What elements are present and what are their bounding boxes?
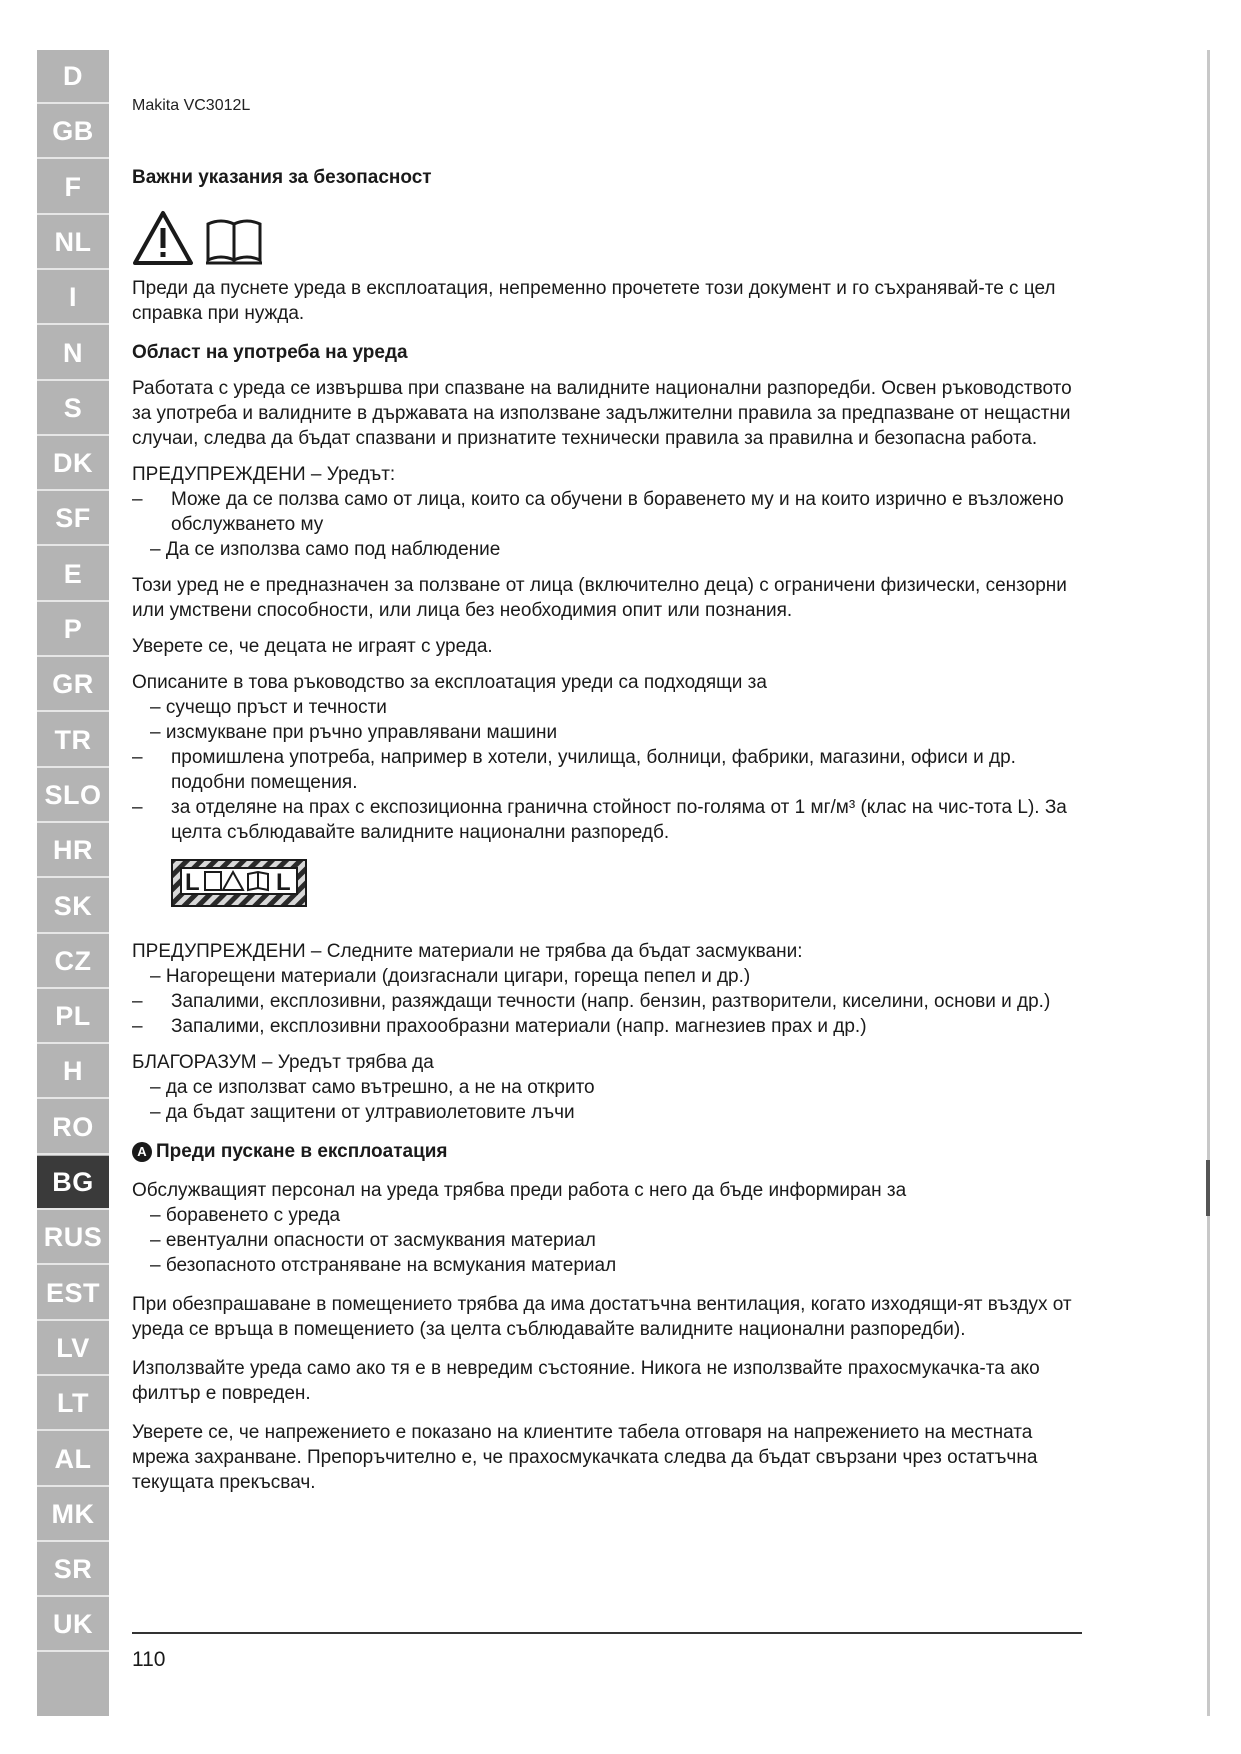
warning-item: – Да се използва само под наблюдение [150,539,501,560]
language-tab-gr[interactable]: GR [37,658,109,712]
section-a-badge: A [132,1142,152,1162]
language-tab-bar [37,50,109,1716]
language-tab-rus[interactable]: RUS [37,1211,109,1265]
language-tab-nl[interactable]: NL [37,216,109,270]
language-tab-gb[interactable]: GB [37,105,109,159]
warning-heading: ПРЕДУПРЕЖДЕНИ – Уредът: [132,464,396,485]
header-model: Makita VC3012L [132,97,251,114]
dust-class-l-badge [171,859,307,907]
language-tab-h[interactable]: H [37,1045,109,1099]
condition-paragraph: Използвайте уреда само ако тя е в невредим състояние. Никога не използвайте прахосмукачка-та ако филтър е повреден. [132,1358,1040,1404]
warning-item: – Запалими, експлозивни, разяждащи течности (напр. бензин, разтворители, киселини, основи и др.) [132,989,1082,1014]
startup-heading-text: Преди пускане в експлоатация [156,1141,448,1162]
language-tab-ro[interactable]: RO [37,1101,109,1155]
language-tab-al[interactable]: AL [37,1433,109,1487]
page-number: 110 [132,1648,166,1671]
right-margin-marker [1206,1160,1210,1216]
language-tab-mk[interactable]: MK [37,1488,109,1542]
language-tab-hr[interactable]: HR [37,824,109,878]
language-tab-dk[interactable]: DK [37,437,109,491]
uses-item: – изсмукване при ръчно управлявани машини [150,722,558,743]
voltage-paragraph: Уверете се, че напрежението е показано на клиентите табела отговаря на напрежението на местната мрежа захранване. Препоръчително е, че прахосмукачката следва да бъдат свързани чрез остатъчна текущата прекъсвач. [132,1422,1038,1493]
ventilation-paragraph: При обезпрашаване в помещението трябва да има достатъчна вентилация, когато изходящи-ят въздух от уреда се връща в помещението (за целта съблюдавайте валидните национални разпоредби). [132,1294,1072,1340]
manual-book-icon [204,216,264,266]
startup-heading [132,1139,1082,1164]
language-tab-s[interactable]: S [37,382,109,436]
warning-heading: ПРЕДУПРЕЖДЕНИ – Следните материали не трябва да бъдат засмуквани: [132,941,803,962]
language-tab-lv[interactable]: LV [37,1322,109,1376]
prudence-heading: БЛАГОРАЗУМ – Уредът трябва да [132,1052,434,1073]
safety-intro: Преди да пуснете уреда в експлоатация, непременно прочетете този документ и го съхранявай-те с цел справка при нужда. [132,278,1056,324]
language-tab-sk[interactable]: SK [37,880,109,934]
language-tab-d[interactable]: D [37,50,109,104]
uses-item: – за отделяне на прах с експозиционна гранична стойност по-голяма от 1 мг/м³ (клас на чис-тота L). За целта съблюдавайте валидните национални разпоредб. [132,795,1082,845]
language-tab-cz[interactable]: CZ [37,935,109,989]
scope-heading: Област на употреба на уреда [132,342,408,363]
language-tab-pl[interactable]: PL [37,990,109,1044]
language-tab-e[interactable]: E [37,548,109,602]
staff-item: – безопасното отстраняване на всмукания материал [150,1255,617,1276]
language-tab-f[interactable]: F [37,161,109,215]
language-tab-lt[interactable]: LT [37,1377,109,1431]
uses-heading: Описаните в това ръководство за експлоатация уреди са подходящи за [132,672,767,693]
prudence-item: – да се използват само вътрешно, а не на открито [150,1077,595,1098]
language-tab-i[interactable]: I [37,271,109,325]
language-tab-sr[interactable]: SR [37,1543,109,1597]
safety-heading: Важни указания за безопасност [132,167,432,188]
children-paragraph: Уверете се, че децата не играят с уреда. [132,636,493,657]
warning-item: – Нагорещени материали (доизгаснали цигари, гореща пепел и др.) [150,966,751,987]
uses-item: – промишлена употреба, например в хотели, училища, болници, фабрики, магазини, офиси и др. подобни помещения. [132,745,1082,795]
language-tab-n[interactable]: N [37,327,109,381]
scope-paragraph: Работата с уреда се извършва при спазване на валидните национални разпоредби. Освен ръководството за употреба и валидните в държавата на използване задължителни правила за предпазване от нещастни случаи, следва да бъдат спазвани и признатите технически правила за правилна и безопасна работа. [132,378,1072,449]
language-tab-bg[interactable]: BG [37,1156,109,1210]
badge-left-letter: L [185,869,200,896]
restriction-paragraph: Този уред не е предназначен за ползване от лица (включително деца) с ограничени физически, сензорни или умствени способности, или лица без необходимия опит или познания. [132,575,1067,621]
footer-divider [132,1632,1082,1634]
warning-triangle-icon [132,210,194,266]
staff-item: – боравенето с уреда [150,1205,341,1226]
badge-right-letter: L [276,869,291,896]
warning-item: – Може да се ползва само от лица, които са обучени в боравенето му и на които изрично е възложено обслужването му [132,487,1082,537]
uses-item: – сучещо пръст и течности [150,697,387,718]
safety-icons [132,208,1082,266]
language-tab-sf[interactable]: SF [37,492,109,546]
language-tab-p[interactable]: P [37,603,109,657]
staff-heading: Обслужващият персонал на уреда трябва преди работа с него да бъде информиран за [132,1180,907,1201]
main-content [132,165,1082,1495]
language-tab-est[interactable]: EST [37,1267,109,1321]
prudence-item: – да бъдат защитени от ултравиолетовите лъчи [150,1102,575,1123]
language-tab-uk[interactable]: UK [37,1598,109,1652]
right-margin-rule [1207,50,1210,1716]
warning-item: – Запалими, експлозивни прахообразни материали (напр. магнезиев прах и др.) [132,1014,1082,1039]
language-tab-slo[interactable]: SLO [37,769,109,823]
staff-item: – евентуални опасности от засмуквания материал [150,1230,596,1251]
language-tab-tr[interactable]: TR [37,714,109,768]
